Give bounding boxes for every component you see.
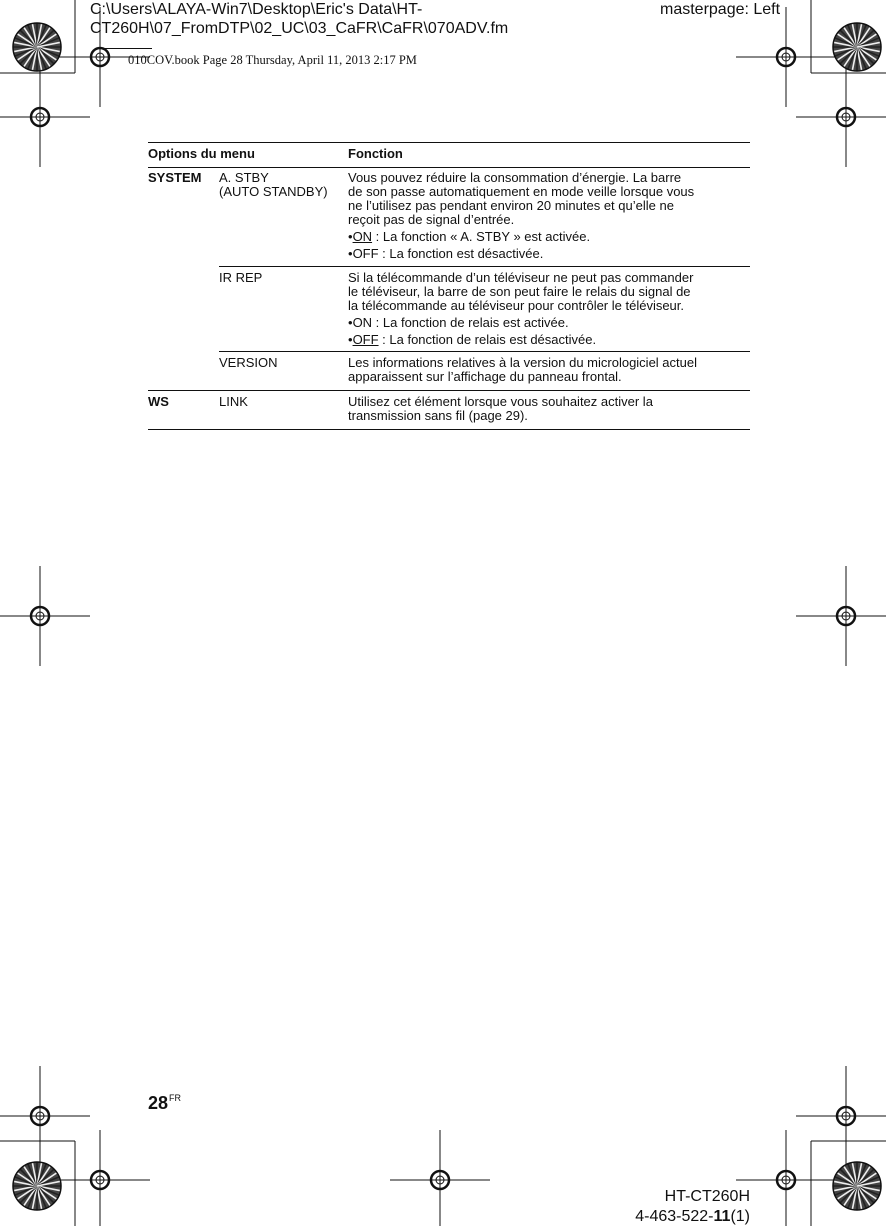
option-subname: (AUTO STANDBY): [219, 184, 328, 199]
desc-line: transmission sans fil (page 29).: [348, 408, 528, 423]
group-ws: WS: [148, 394, 169, 409]
book-info: 010COV.book Page 28 Thursday, April 11, 2013 2:17 PM: [128, 53, 417, 67]
option-ir-rep: IR REP: [219, 270, 263, 285]
option-link: LINK: [219, 394, 248, 409]
bullet-text: : La fonction « A. STBY » est activée.: [372, 229, 591, 244]
group-system: SYSTEM: [148, 170, 202, 185]
part-suffix: (1): [730, 1208, 750, 1225]
bullet-text: : La fonction de relais est désactivée.: [378, 332, 597, 347]
bullet-key: OFF: [352, 246, 379, 261]
desc-version: [348, 356, 750, 384]
col-header-fonction: Fonction: [348, 146, 403, 161]
bullet-item: •OFF : La fonction de relais est désactivée.: [348, 332, 597, 347]
part-number: [600, 1207, 750, 1227]
bullet-text: : La fonction est désactivée.: [378, 246, 544, 261]
group-rule: [148, 390, 750, 391]
page-number-value: 28: [148, 1093, 169, 1113]
desc-line: la télécommande au téléviseur pour contrôler le téléviseur.: [348, 298, 685, 313]
bullet-key: ON: [352, 315, 373, 330]
table-bottom-rule: [148, 429, 750, 430]
part-bold: 11: [713, 1208, 731, 1225]
bullet-text: : La fonction de relais est activée.: [372, 315, 569, 330]
bullet-item: •ON : La fonction « A. STBY » est activée.: [348, 229, 591, 244]
desc-line: reçoit pas de signal d’entrée.: [348, 212, 515, 227]
model-info: [600, 1187, 750, 1227]
option-version: VERSION: [219, 355, 278, 370]
desc-ir-rep: [348, 271, 750, 347]
row-rule: [219, 351, 750, 352]
desc-line: le téléviseur, la barre de son peut faire le relais du signal de: [348, 284, 691, 299]
desc-line: de son passe automatiquement en mode veille lorsque vous: [348, 184, 695, 199]
bullet-key: ON: [352, 229, 373, 244]
file-path: [90, 0, 508, 38]
desc-line: Utilisez cet élément lorsque vous souhaitez activer la: [348, 394, 653, 409]
book-info-rule: [95, 48, 152, 49]
bullet-item: •OFF : La fonction est désactivée.: [348, 246, 544, 261]
desc-line: apparaissent sur l’affichage du panneau frontal.: [348, 369, 622, 384]
desc-link: [348, 395, 750, 423]
part-prefix: 4-463-522-: [635, 1208, 714, 1225]
file-path-line-1: C:\Users\ALAYA-Win7\Desktop\Eric's Data\HT-: [90, 1, 423, 18]
desc-a-stby: [348, 171, 750, 261]
header-rule: [148, 167, 750, 168]
row-rule: [219, 266, 750, 267]
masterpage-label: masterpage: Left: [660, 1, 781, 18]
option-name: A. STBY: [219, 170, 269, 185]
page-number-suffix: FR: [169, 1093, 182, 1103]
file-path-line-2: CT260H\07_FromDTP\02_UC\03_CaFR\CaFR\070ADV.fm: [90, 20, 509, 37]
desc-line: Les informations relatives à la version du micrologiciel actuel: [348, 355, 697, 370]
col-header-options: Options du menu: [148, 146, 255, 161]
table-top-rule: [148, 142, 750, 143]
option-a-stby: [219, 171, 328, 199]
desc-line: Vous pouvez réduire la consommation d’énergie. La barre: [348, 170, 682, 185]
model-number: HT-CT260H: [664, 1188, 750, 1205]
desc-line: ne l’utilisez pas pendant environ 20 minutes et qu’elle ne: [348, 198, 674, 213]
bullet-key: OFF: [352, 332, 379, 347]
page-number: [148, 1093, 181, 1114]
bullet-item: •ON : La fonction de relais est activée.: [348, 315, 569, 330]
desc-line: Si la télécommande d’un téléviseur ne peut pas commander: [348, 270, 694, 285]
